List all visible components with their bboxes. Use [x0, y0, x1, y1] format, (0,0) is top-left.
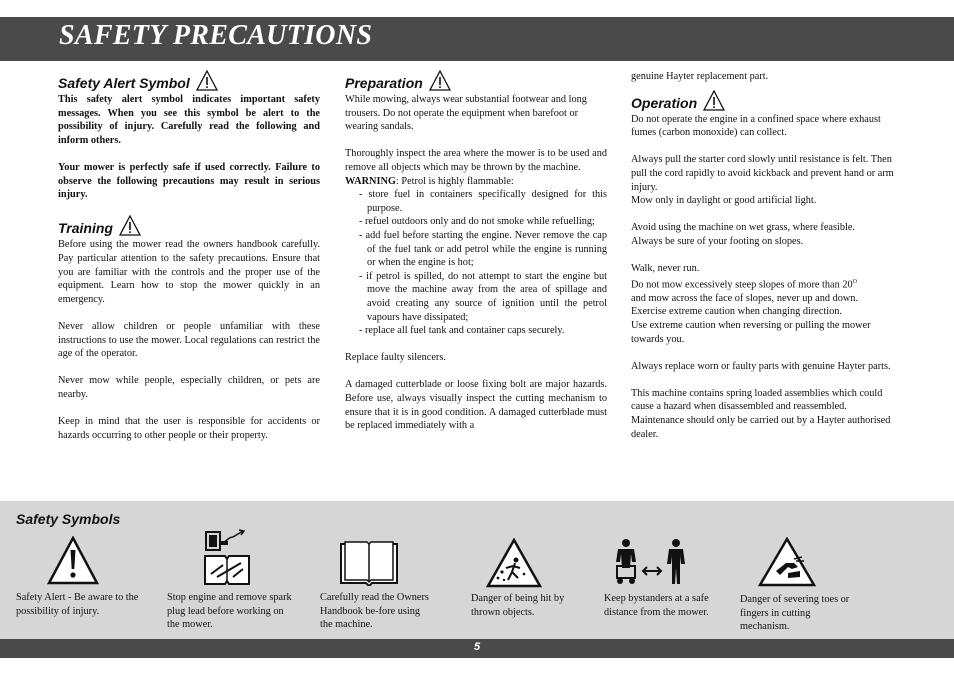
symbol-caption: Danger of severing toes or fingers in cutting mechanism. [740, 594, 850, 633]
operation-text-2 [631, 153, 895, 207]
column-left [58, 70, 320, 456]
continuation-text: genuine Hayter replacement part. [631, 71, 769, 82]
list-item: - if petrol is spilled, do not attempt to start the engine but move the machine away from the area of spillage and avoid creating any source of ignition until the petrol vapours have dissipated; [359, 270, 607, 323]
list-item: - refuel outdoors only and do not smoke while refuelling; [359, 216, 595, 228]
list-item: - replace all fuel tank and container caps securely. [359, 325, 565, 337]
thrown-objects-icon [486, 538, 542, 588]
footer-bar [0, 639, 954, 658]
warning-triangle-icon [429, 70, 451, 92]
list-item: - store fuel in containers specifically designed for this purpose. [359, 189, 607, 214]
training-text-1: Before using the mower read the owners handbook carefully. Pay particular attention to the safety precautions. Ensure that you are familiar with the controls and the proper use of the equipment. Learn how to stop the mower quickly in an emergency. [58, 239, 320, 305]
operation-heading [631, 90, 895, 112]
warning-line [345, 175, 607, 189]
symbol-caption: Stop engine and remove spark plug lead before working on the mower. [167, 592, 292, 631]
training-text-3: Never mow while people, especially children, or pets are nearby. [58, 375, 320, 400]
operation-heading-text: Operation [631, 94, 698, 111]
warning-triangle-icon [703, 90, 725, 112]
page-number: 5 [473, 641, 481, 653]
severing-icon [758, 537, 816, 587]
safety-alert-heading-text: Safety Alert Symbol [58, 75, 190, 91]
preparation-heading [345, 70, 607, 92]
training-text-4: Keep in mind that the user is responsible for accidents or hazards occurring to other people or their property. [58, 416, 320, 441]
symbol-caption: Keep bystanders at a safe distance from the mower. [604, 593, 709, 618]
preparation-text-2: Thoroughly inspect the area where the mower is to be used and remove all objects which may be thrown by the machine. [345, 148, 607, 173]
warning-triangle-icon [196, 70, 218, 92]
operation-text-3b: Always be sure of your footing on slopes. [631, 235, 804, 247]
warning-triangle-icon [119, 215, 141, 237]
degree-superscript: O [852, 278, 857, 285]
operation-text-2a: Always pull the starter cord slowly until resistance is felt. Then pull the cord rapidly to avoid kickback and prevent hand or arm injury. [631, 154, 894, 193]
operation-text-4e: Use extreme caution when reversing or pulling the mower towards you. [631, 319, 871, 345]
training-heading [58, 215, 320, 237]
safety-symbols-panel [0, 501, 954, 639]
operation-text-2b: Mow only in daylight or good artificial light. [631, 195, 817, 207]
training-heading-text: Training [58, 220, 113, 237]
training-text-2: Never allow children or people unfamiliar with these instructions to use the mower. Local regulations can restrict the age of the operator. [58, 320, 320, 360]
warning-label: WARNING [345, 175, 396, 187]
warning-text: : Petrol is highly flammable: [395, 175, 514, 187]
operation-text-1: Do not operate the engine in a confined space where exhaust fumes (carbon monoxide) can collect. [631, 113, 881, 139]
preparation-text-3: Replace faulty silencers. [345, 352, 446, 364]
preparation-text-1: While mowing, always wear substantial footwear and long trousers. Do not operate the equipment when barefoot or wearing sandals. [345, 94, 587, 133]
title-bar [0, 17, 954, 61]
operation-text-4c: and mow across the face of slopes, never up and down. [631, 292, 859, 304]
preparation-text-4: A damaged cutterblade or loose fixing bolt are major hazards. Before use, always visually inspect the cutting mechanism to ensure that it is in good condition. A damaged cutterblade must be replaced immediately with a [345, 379, 607, 432]
column-middle [345, 70, 607, 446]
operation-text-4b: Do not mow excessively steep slopes of more than 20 [631, 279, 853, 291]
column-right [631, 70, 895, 455]
operation-text-5: Always replace worn or faulty parts with genuine Hayter parts. [631, 360, 891, 372]
preparation-heading-text: Preparation [345, 75, 423, 91]
page-title: SAFETY PRECAUTIONS [59, 20, 373, 51]
safety-alert-text-1: This safety alert symbol indicates important safety messages. When you see this symbol be alert to the possibility of injury. Carefully read the following and inform others. [58, 94, 320, 146]
operation-text-3 [631, 221, 895, 248]
operation-text-6: This machine contains spring loaded assemblies which could cause a hazard when disassembled and reassembled. Maintenance should only be carried out by a Hayter authorised dealer. [631, 387, 891, 440]
bystanders-icon [614, 538, 688, 586]
safety-symbols-heading: Safety Symbols [16, 511, 121, 527]
operation-text-4d: Exercise extreme caution when changing direction. [631, 306, 843, 318]
symbol-caption: Danger of being hit by thrown objects. [471, 593, 565, 618]
symbol-caption: Safety Alert - Be aware to the possibility of injury. [16, 592, 139, 617]
operation-text-3a: Avoid using the machine on wet grass, where feasible. [631, 222, 855, 234]
safety-alert-text-2: Your mower is perfectly safe if used correctly. Failure to observe the following precautions may result in serious injury. [58, 161, 320, 201]
read-handbook-icon [339, 540, 399, 586]
safety-alert-icon [47, 536, 99, 586]
safety-alert-heading [58, 70, 320, 92]
stop-engine-icon [203, 529, 253, 587]
operation-text-4a: Walk, never run. [631, 263, 700, 275]
symbol-caption: Carefully read the Owners Handbook be-fore using the machine. [320, 592, 429, 631]
list-item: - add fuel before starting the engine. Never remove the cap of the fuel tank or add petrol while the engine is running or when the engine is hot; [359, 229, 607, 269]
operation-text-4 [631, 262, 895, 346]
fuel-precautions-list [345, 188, 607, 338]
